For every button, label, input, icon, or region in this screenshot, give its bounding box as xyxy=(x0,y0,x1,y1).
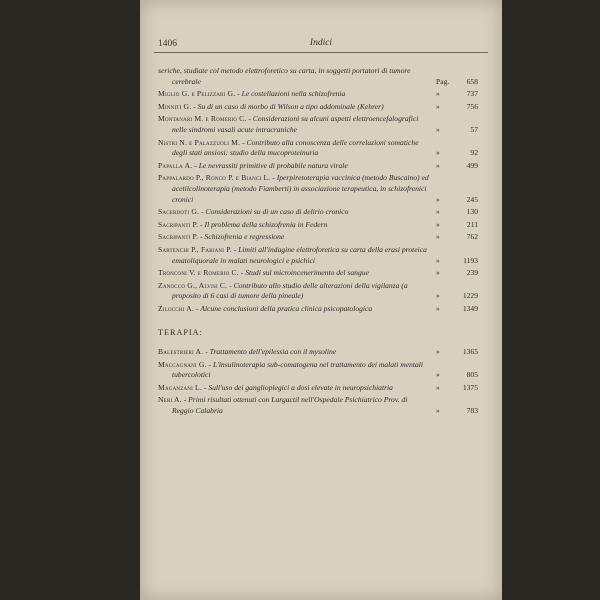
entry-page-ref xyxy=(436,256,480,267)
entry-page-ref xyxy=(436,148,480,159)
book-page xyxy=(140,0,502,600)
index-entry xyxy=(158,347,480,358)
entry-page-ref xyxy=(436,268,480,279)
page-mark: » xyxy=(436,219,440,229)
entry-page-ref xyxy=(436,406,480,417)
entry-author: Maccagnani G. xyxy=(158,359,207,369)
index-list xyxy=(158,66,480,314)
entry-author: Sacripanti P. xyxy=(158,232,199,242)
entry-page-number: 1375 xyxy=(462,382,478,392)
entry-text: Neri A. - Primi risultati ottenuti con Largactil nell'Ospedale Psichiatrico Prov. di Reggio Calabria xyxy=(158,395,408,416)
page-mark: » xyxy=(436,101,440,111)
page-mark: » xyxy=(436,347,440,357)
entry-page-number: 658 xyxy=(466,76,478,86)
entry-page-ref xyxy=(436,195,480,206)
entry-author: Papalla A. xyxy=(158,160,193,170)
index-entry xyxy=(158,268,480,279)
entry-page-ref xyxy=(436,77,480,88)
entry-page-number: 92 xyxy=(470,148,478,158)
index-entry xyxy=(158,395,480,416)
page-mark: » xyxy=(436,370,440,380)
index-entry xyxy=(158,207,480,218)
entry-page-ref xyxy=(436,102,480,113)
entry-title: Considerazioni su alcuni aspetti elettroencefalografici nelle sindromi vasali acute intracraniche xyxy=(172,114,419,134)
entry-text: Sacripanti P. - Schizofrenia e regressione xyxy=(158,232,285,242)
page-mark: » xyxy=(436,268,440,278)
entry-page-number: 1365 xyxy=(462,347,478,357)
index-content xyxy=(158,66,480,419)
index-entry xyxy=(158,114,480,135)
page-mark: » xyxy=(436,303,440,313)
page-mark: » xyxy=(436,207,440,217)
running-title: Indici xyxy=(309,38,333,48)
entry-text: Maccagnani G. - L'insulinoterapia sub-comatogena nel trattamento dei malati mentali tubercolotici xyxy=(158,359,423,380)
entry-text: Sacerdoti G. - Considerazioni su di un caso di delirio cronico xyxy=(158,207,349,217)
index-entry xyxy=(158,360,480,381)
page-mark: » xyxy=(436,124,440,134)
index-entry xyxy=(158,281,480,302)
entry-author: Sacripanti P. xyxy=(158,219,199,229)
index-entry xyxy=(158,245,480,266)
index-entry xyxy=(158,89,480,100)
entry-title: Contributo allo studio delle alterazioni della vigilanza (a proposito di 6 casi di tumore della pineale) xyxy=(172,280,408,301)
entry-title: Considerazioni su di un caso di delirio cronico xyxy=(205,207,349,217)
entry-page-number: 1193 xyxy=(463,255,478,265)
entry-page-ref xyxy=(436,161,480,172)
entry-text: Sacripanti P. - Il problema della schizofrenia in Federn xyxy=(158,219,328,229)
index-entry xyxy=(158,383,480,394)
entry-author: Zanocco G., Alvisi C. xyxy=(158,280,228,290)
entry-text: Montanari M. e Romerio C. - Considerazioni su alcuni aspetti elettroencefalografici nelle sindromi vasali acute intracraniche xyxy=(158,114,419,134)
entry-page-ref xyxy=(436,89,480,100)
entry-page-number: 239 xyxy=(466,268,478,278)
entry-page-ref xyxy=(436,370,480,381)
entry-text: Maganzani L. - Sull'uso dei ganglioplegici a dosi elevate in neuropsichiatria xyxy=(158,382,393,392)
entry-page-number: 245 xyxy=(466,194,478,204)
entry-title: Iperpiretoterapia vaccinica (metodo Buscaino) ed acetilcolinoterapia (metodo Fiamberti) in associazione terapeutica, in schizofrenici cronici xyxy=(172,173,429,204)
entry-title: seriche, studiate col metodo elettroforetico su carta, in soggetti portatori di tumore cerebrale xyxy=(158,66,411,86)
entry-title: Il problema della schizofrenia in Federn xyxy=(204,219,328,229)
index-entry xyxy=(158,102,480,113)
entry-text: Nistri N. e Palazzuoli M. - Contributo alla conoscenza delle correlazioni somatiche degli stati ansiosi: studio della mucoproteinuria xyxy=(158,137,419,158)
entry-title: Le costellazioni nella schizofrenia xyxy=(241,89,346,99)
entry-page-number: 57 xyxy=(470,124,478,134)
entry-text: Tronconi V. e Romerio C. - Studi sul microincenerimento del sangue xyxy=(158,268,369,278)
entry-text: Zilocchi A. - Alcune conclusioni della pratica clinica psicopatologica xyxy=(158,303,373,313)
entry-title: Alcune conclusioni della pratica clinica psicopatologica xyxy=(200,303,373,313)
page-mark: » xyxy=(436,255,440,265)
entry-page-ref xyxy=(436,207,480,218)
index-entry xyxy=(158,304,480,315)
entry-text: Balestrieri A. - Trattamento dell'epilessia con il mysoline xyxy=(158,347,337,357)
entry-text: Sartenchi P., Fabiani P. - Limiti all'indagine elettroforetica su carta della erasi proteica ematoliquorale in malati neurologici e psichici xyxy=(158,244,427,265)
entry-title: L'insulinoterapia sub-comatogena nel trattamento dei malati mentali tubercolotici xyxy=(172,359,423,380)
entry-page-number: 737 xyxy=(466,89,478,99)
entry-page-ref xyxy=(436,291,480,302)
entry-title: Trattamento dell'epilessia con il mysoline xyxy=(209,347,337,357)
page-mark: » xyxy=(436,291,440,301)
entry-text: Zanocco G., Alvisi C. - Contributo allo studio delle alterazioni della vigilanza (a proposito di 6 casi di tumore della pineale) xyxy=(158,280,408,301)
index-entry xyxy=(158,232,480,243)
entry-page-number: 130 xyxy=(466,207,478,217)
page-mark: » xyxy=(436,232,440,242)
entry-page-number: 805 xyxy=(466,370,478,380)
index-entry xyxy=(158,66,480,87)
entry-title: Schizofrenia e regressione xyxy=(204,232,285,242)
entry-page-ref xyxy=(436,125,480,136)
page-header xyxy=(154,38,488,53)
entry-page-number: 756 xyxy=(466,101,478,111)
index-entry xyxy=(158,220,480,231)
entry-author: Maganzani L. xyxy=(158,382,202,392)
page-mark: Pag. xyxy=(436,76,450,86)
page-mark: » xyxy=(436,406,440,416)
entry-page-ref xyxy=(436,232,480,243)
entry-author: Pappalardo P., Ronco P. e Bianci L. xyxy=(158,173,271,183)
index-entry xyxy=(158,138,480,159)
entry-page-ref xyxy=(436,304,480,315)
entry-author: Sacerdoti G. xyxy=(158,207,200,217)
entry-title: Le nevrassiti primitive di probabile natura virale xyxy=(198,160,348,170)
entry-page-ref xyxy=(436,347,480,358)
entry-title: Limiti all'indagine elettroforetica su carta della erasi proteica ematoliquorale in malati neurologici e psichici xyxy=(172,244,427,265)
entry-author: Miglio G. e Pelizzari G. xyxy=(158,89,236,99)
page-number: 1406 xyxy=(158,39,177,49)
page-mark: » xyxy=(436,194,440,204)
entry-author: Neri A. xyxy=(158,395,182,405)
entry-author: Tronconi V. e Romerio C. xyxy=(158,268,239,278)
entry-author: Montanari M. e Romerio C. xyxy=(158,114,247,124)
page-mark: » xyxy=(436,148,440,158)
entry-author: Balestrieri A. xyxy=(158,347,204,357)
entry-page-number: 499 xyxy=(466,160,478,170)
entry-author: Nistri N. e Palazzuoli M. xyxy=(158,137,241,147)
entry-title: Primi risultati ottenuti con Largactil nell'Ospedale Psichiatrico Prov. di Reggio Calabria xyxy=(172,395,408,416)
entry-page-number: 1229 xyxy=(462,291,478,301)
entry-page-ref xyxy=(436,220,480,231)
section-heading: TERAPIA: xyxy=(158,328,203,338)
page-mark: » xyxy=(436,160,440,170)
entry-author: Sartenchi P., Fabiani P. xyxy=(158,244,232,254)
entry-title: Studi sul microincenerimento del sangue xyxy=(245,268,369,278)
entry-text: Minniti G. - Su di un caso di morbo di Wilson a tipo addominale (Kehrer) xyxy=(158,101,384,111)
entry-author: Zilocchi A. xyxy=(158,303,194,313)
entry-page-ref xyxy=(436,383,480,394)
index-entry xyxy=(158,173,480,205)
entry-page-number: 783 xyxy=(466,406,478,416)
page-mark: » xyxy=(436,382,440,392)
entry-page-number: 1349 xyxy=(462,303,478,313)
entry-text: Pappalardo P., Ronco P. e Bianci L. - Iperpiretoterapia vaccinica (metodo Buscaino) ed acetilcolinoterapia (metodo Fiamberti) in associazione terapeutica, in schizofrenici cronici xyxy=(158,173,429,204)
entry-page-number: 211 xyxy=(466,219,478,229)
page-mark: » xyxy=(436,89,440,99)
entry-title: Contributo alla conoscenza delle correlazioni somatiche degli stati ansiosi: studio della mucoproteinuria xyxy=(172,137,419,158)
entry-text: Papalla A. - Le nevrassiti primitive di probabile natura virale xyxy=(158,160,348,170)
entry-title: Sull'uso dei ganglioplegici a dosi elevate in neuropsichiatria xyxy=(208,382,393,392)
index-entry xyxy=(158,161,480,172)
entry-text xyxy=(158,66,480,87)
entry-author: Minniti G. xyxy=(158,101,192,111)
entry-title: Su di un caso di morbo di Wilson a tipo addominale (Kehrer) xyxy=(197,101,384,111)
entry-page-number: 762 xyxy=(466,232,478,242)
entry-text: Miglio G. e Pelizzari G. - Le costellazioni nella schizofrenia xyxy=(158,89,346,99)
index-list-terapia xyxy=(158,347,480,417)
